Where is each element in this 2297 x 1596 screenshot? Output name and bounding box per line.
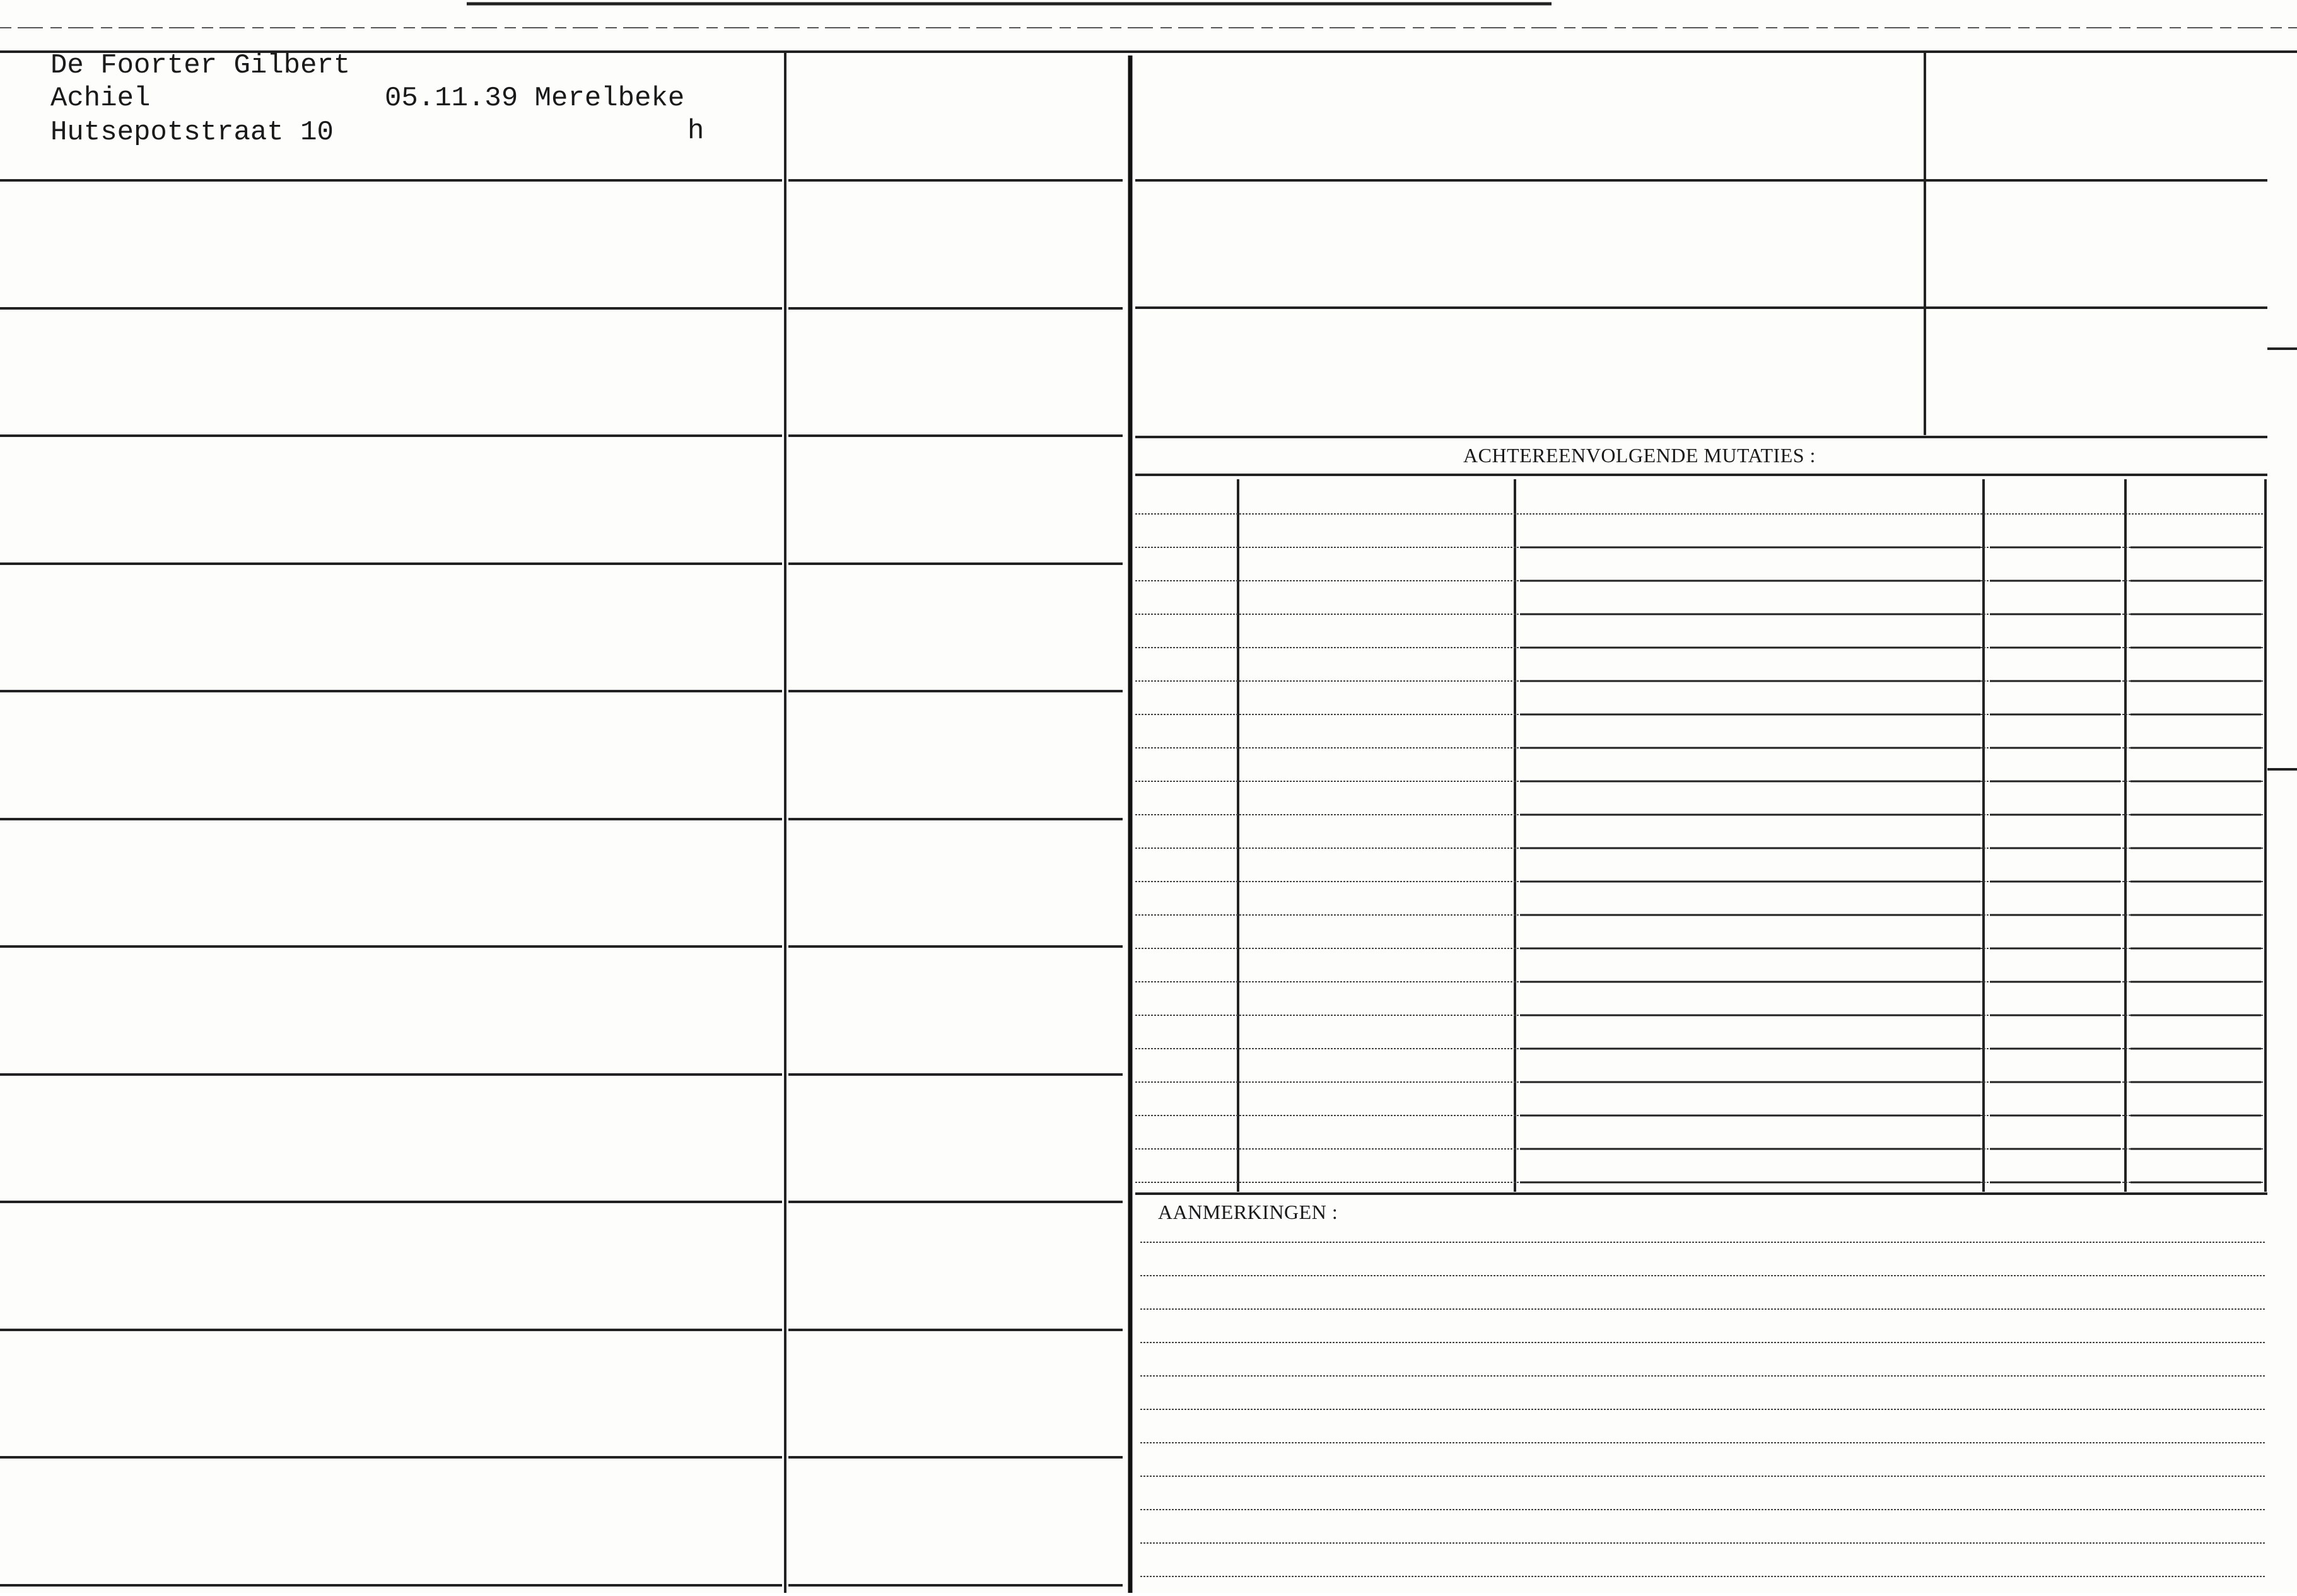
- surname-text: De Foorter Gilbert: [50, 50, 351, 81]
- mutations-heading: ACHTEREENVOLGENDE MUTATIES :: [1463, 444, 1816, 467]
- birth-date-place-text: 05.11.39 Merelbeke: [385, 83, 685, 114]
- first-name-text: Achiel: [50, 83, 151, 114]
- handwritten-mark: h: [687, 115, 704, 147]
- remarks-heading: AANMERKINGEN :: [1158, 1201, 1338, 1223]
- address-text: Hutsepotstraat 10: [50, 117, 334, 148]
